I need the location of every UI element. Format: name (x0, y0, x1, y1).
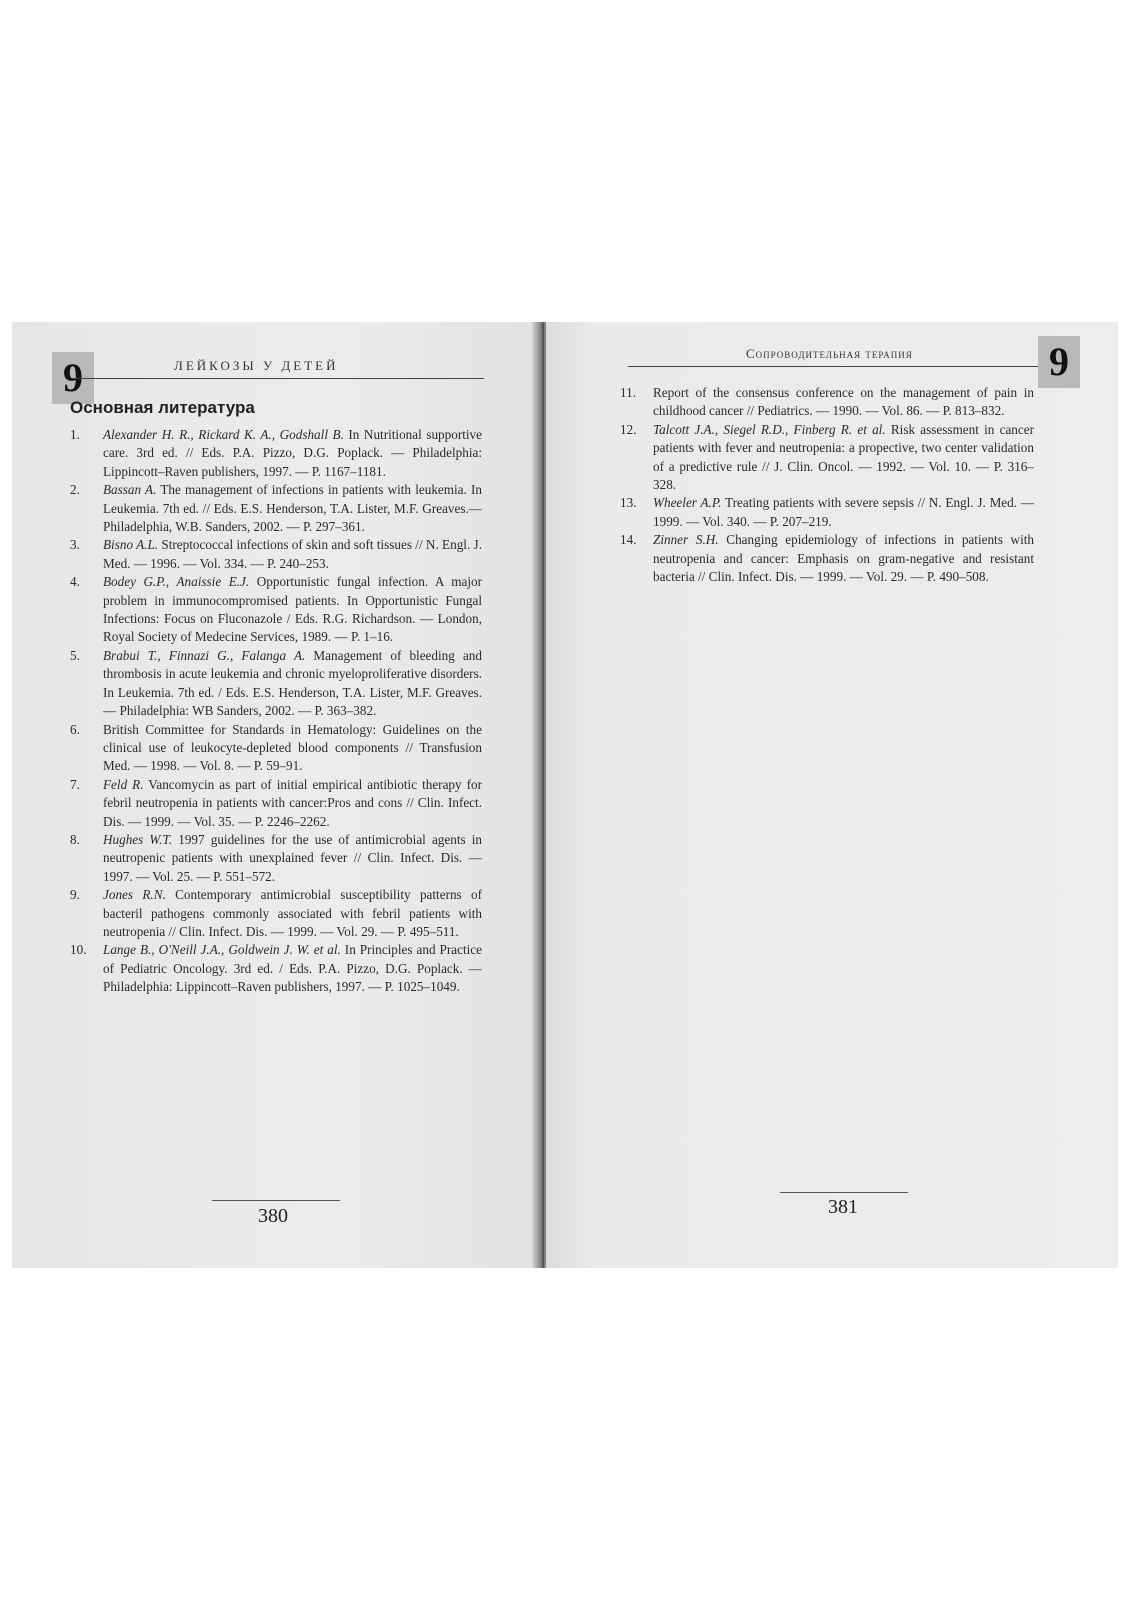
reference-number: 8. (70, 831, 80, 847)
reference-text: Management of bleeding and thrombosis in acute leukemia and chronic myeloproliferative disorders. In Leukemia. 7th ed. / Eds. E.S. Henderson, T.A. Lister, M.F. Greaves. — Philadelphia: WB Sanders, 2002. — P. 363–382. (103, 647, 482, 719)
reference-authors: Bodey G.P., Anaissie E.J. (103, 574, 250, 590)
reference-number: 10. (70, 942, 87, 958)
reference-authors: Bisno A.L. (103, 537, 159, 553)
reference-text: In Principles and Practice of Pediatric Oncology. 3rd ed. / Eds. P.A. Pizzo, D.G. Poplack. — Philadelphia: Lippincott–Raven publishers, 1997. — P. 1025–1049. (103, 942, 482, 995)
reference-item (70, 831, 482, 886)
reference-text: Opportunistic fungal infection. A major problem in immunocompromised patients. In Opportunistic Fungal Infections: Focus on Fluconazole / Eds. R.G. Richardson. — London, Royal Society of Medecine Services, 1989. — P. 1–16. (103, 574, 482, 645)
reference-authors: Feld R. (103, 776, 144, 792)
reference-item (620, 421, 1034, 495)
reference-list (620, 384, 1034, 586)
reference-authors: Bassan A. (103, 482, 157, 498)
reference-item (70, 647, 482, 721)
reference-number: 12. (620, 421, 637, 437)
reference-number: 11. (620, 385, 636, 400)
reference-text: British Committee for Standards in Hematology: Guidelines on the clinical use of leukocyte-depleted blood components // Transfusion Med. — 1998. — Vol. 8. — P. 59–91. (103, 721, 482, 774)
reference-number: 1. (70, 427, 80, 442)
reference-item (620, 384, 1034, 421)
reference-text: Vancomycin as part of initial empirical antibiotic therapy for febril neutropenia in patients with cancer:Pros and cons // Clin. Infect. Dis. — 1999. — Vol. 35. — P. 2246–2262. (103, 776, 482, 829)
reference-text: The management of infections in patients with leukemia. In Leukemia. 7th ed. // Eds. E.S. Henderson, T.A. Lister, M.F. Greaves.— Philadelphia, W.B. Sanders, 2002. — P. 297–361. (103, 482, 482, 535)
reference-text: In Nutritional supportive care. 3rd ed. // Eds. P.A. Pizzo, D.G. Poplack. — Philadelphia: Lippincott–Raven publishers, 1997. — P. 1167–1181. (103, 427, 483, 479)
footer-rule (212, 1200, 340, 1201)
reference-authors: Brabui T., Finnazi G., Falanga A. (103, 647, 306, 663)
chapter-number-tab: 9 (52, 352, 94, 404)
reference-text: Risk assessment in cancer patients with fever and neutropenia: a propective, two center validation of a predictive rule // J. Clin. Oncol. — 1992. — Vol. 10. — P. 316–328. (653, 421, 1034, 493)
reference-item (70, 886, 482, 941)
reference-text: Changing epidemiology of infections in patients with neutropenia and cancer: Emphasis on gram-negative and resistant bacteria // Clin. Infect. Dis. — 1999. — Vol. 29. — P. 490–508. (653, 532, 1034, 585)
left-page (12, 322, 542, 1268)
reference-text: Report of the consensus conference on the management of pain in childhood cancer // Pediatrics. — 1990. — Vol. 86. — P. 813–832. (653, 385, 1034, 419)
reference-text: Streptococcal infections of skin and soft tissues // N. Engl. J. Med. — 1996. — Vol. 334. — P. 240–253. (103, 537, 482, 571)
book-spread (12, 322, 1118, 1268)
running-title: Сопроводительная терапия (746, 346, 913, 361)
running-title: ЛЕЙКОЗЫ У ДЕТЕЙ (174, 358, 339, 373)
reference-authors: Talcott J.A., Siegel R.D., Finberg R. et al. (653, 421, 886, 437)
footer-rule (780, 1192, 908, 1193)
header-rule (74, 378, 484, 379)
reference-number: 13. (620, 495, 637, 511)
reference-number: 6. (70, 721, 80, 737)
reference-item (70, 721, 482, 776)
reference-text: 1997 guidelines for the use of antimicrobial agents in neutropenic patients with unexplained fever // Clin. Infect. Dis. — 1997. — Vol. 25. — P. 551–572. (103, 831, 482, 884)
reference-number: 5. (70, 647, 80, 663)
reference-number: 14. (620, 532, 637, 548)
reference-number: 3. (70, 537, 80, 553)
reference-authors: Jones R.N. (103, 887, 166, 903)
chapter-number-tab: 9 (1038, 336, 1080, 388)
reference-item (620, 531, 1034, 586)
reference-number: 4. (70, 574, 80, 590)
page-number: 380 (258, 1205, 288, 1227)
reference-item (70, 941, 482, 996)
reference-text: Treating patients with severe sepsis // N. Engl. J. Med. — 1999. — Vol. 340. — P. 207–219. (653, 495, 1035, 529)
reference-authors: Wheeler A.P. (653, 495, 722, 511)
page-number: 381 (828, 1196, 858, 1218)
reference-text: Contemporary antimicrobial susceptibility patterns of bacteril pathogens commonly associated with febril patients with neutropenia // Clin. Infect. Dis. — 1999. — Vol. 29. — P. 495–511. (103, 887, 482, 939)
header-rule (628, 366, 1038, 367)
reference-item (70, 573, 482, 647)
reference-item (70, 481, 482, 536)
reference-item (620, 494, 1034, 531)
right-page (546, 322, 1118, 1268)
section-heading: Основная литература (70, 398, 255, 417)
reference-number: 7. (70, 776, 80, 792)
reference-number: 9. (70, 887, 80, 903)
reference-authors: Alexander H. R., Rickard K. A., Godshall B. (103, 427, 344, 442)
reference-item (70, 426, 482, 481)
reference-authors: Hughes W.T. (103, 831, 173, 847)
reference-number: 2. (70, 482, 80, 498)
reference-authors: Lange B., O'Neill J.A., Goldwein J. W. et al. (103, 942, 341, 958)
reference-item (70, 776, 482, 831)
reference-item (70, 536, 482, 573)
reference-list (70, 426, 482, 997)
reference-authors: Zinner S.H. (653, 532, 719, 548)
